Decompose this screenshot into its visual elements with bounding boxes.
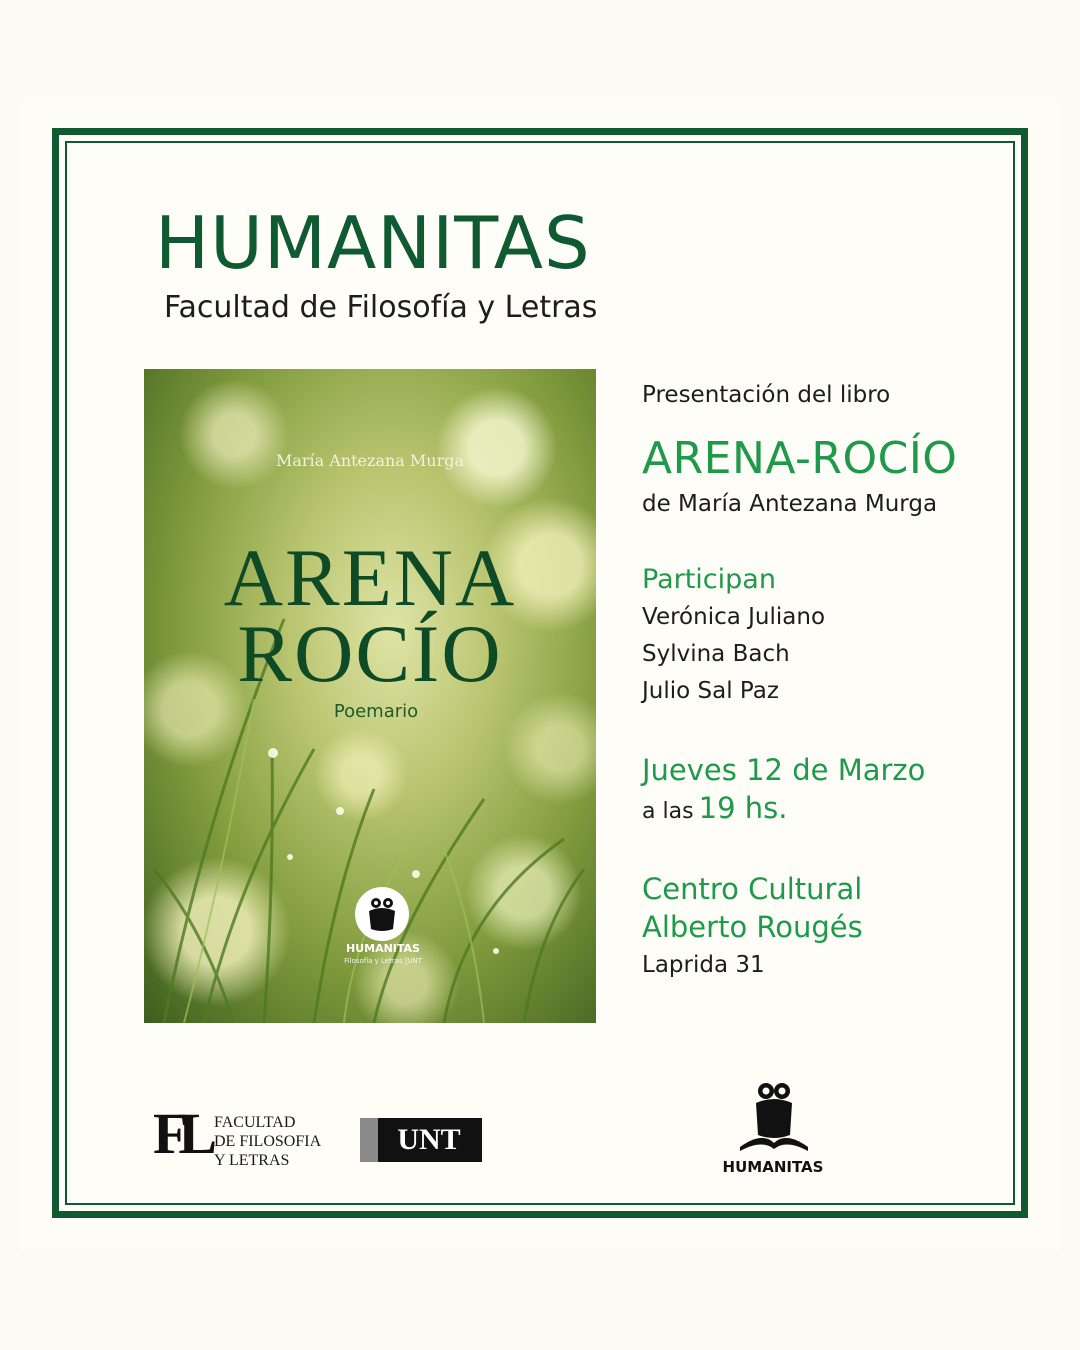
star-icon: [360, 1118, 378, 1162]
event-time-prefix: a las: [642, 799, 694, 824]
venue-address: Laprida 31: [642, 952, 765, 978]
participants-heading: Participan: [642, 564, 776, 595]
event-date: Jueves 12 de Marzo: [642, 753, 926, 787]
cover-publisher-sub: Filosofía y Letras |UNT: [344, 957, 422, 965]
publisher-subtitle: Facultad de Filosofía y Letras: [164, 290, 598, 325]
unt-logo-text: UNT: [397, 1123, 461, 1156]
unt-logo: [360, 1118, 482, 1162]
faculty-logo-mark: FL: [153, 1101, 208, 1166]
poster-frame: [52, 128, 1028, 1218]
cover-title-line-1: ARENA: [223, 532, 517, 623]
participant-item: Julio Sal Paz: [642, 678, 779, 704]
venue-name-line-2: Alberto Rougés: [642, 910, 863, 944]
cover-genre: Poemario: [333, 701, 419, 722]
event-time: [642, 791, 788, 825]
cover-title-line-2: ROCÍO: [237, 608, 503, 699]
event-intro: Presentación del libro: [642, 382, 891, 408]
event-book-author: de María Antezana Murga: [642, 491, 938, 517]
footer-publisher-name: HUMANITAS: [722, 1158, 824, 1176]
participant-item: Verónica Juliano: [642, 604, 826, 630]
participant-item: Sylvina Bach: [642, 641, 790, 667]
owl-icon: [732, 1077, 812, 1157]
book-cover-image: [144, 369, 596, 1023]
event-book-title: ARENA-ROCÍO: [642, 433, 958, 484]
cover-publisher-name: HUMANITAS: [346, 942, 420, 955]
event-time-hour: 19 hs.: [698, 791, 788, 825]
cover-author: María Antezana Murga: [275, 451, 465, 470]
faculty-line: Y LETRAS: [214, 1152, 290, 1169]
publisher-title: HUMANITAS: [155, 201, 591, 285]
faculty-line: DE FILOSOFIA: [214, 1133, 322, 1150]
venue-name-line-1: Centro Cultural: [642, 872, 863, 906]
faculty-logo-text: [214, 1113, 321, 1170]
owl-icon: [355, 887, 409, 941]
faculty-line: FACULTAD: [214, 1114, 296, 1131]
